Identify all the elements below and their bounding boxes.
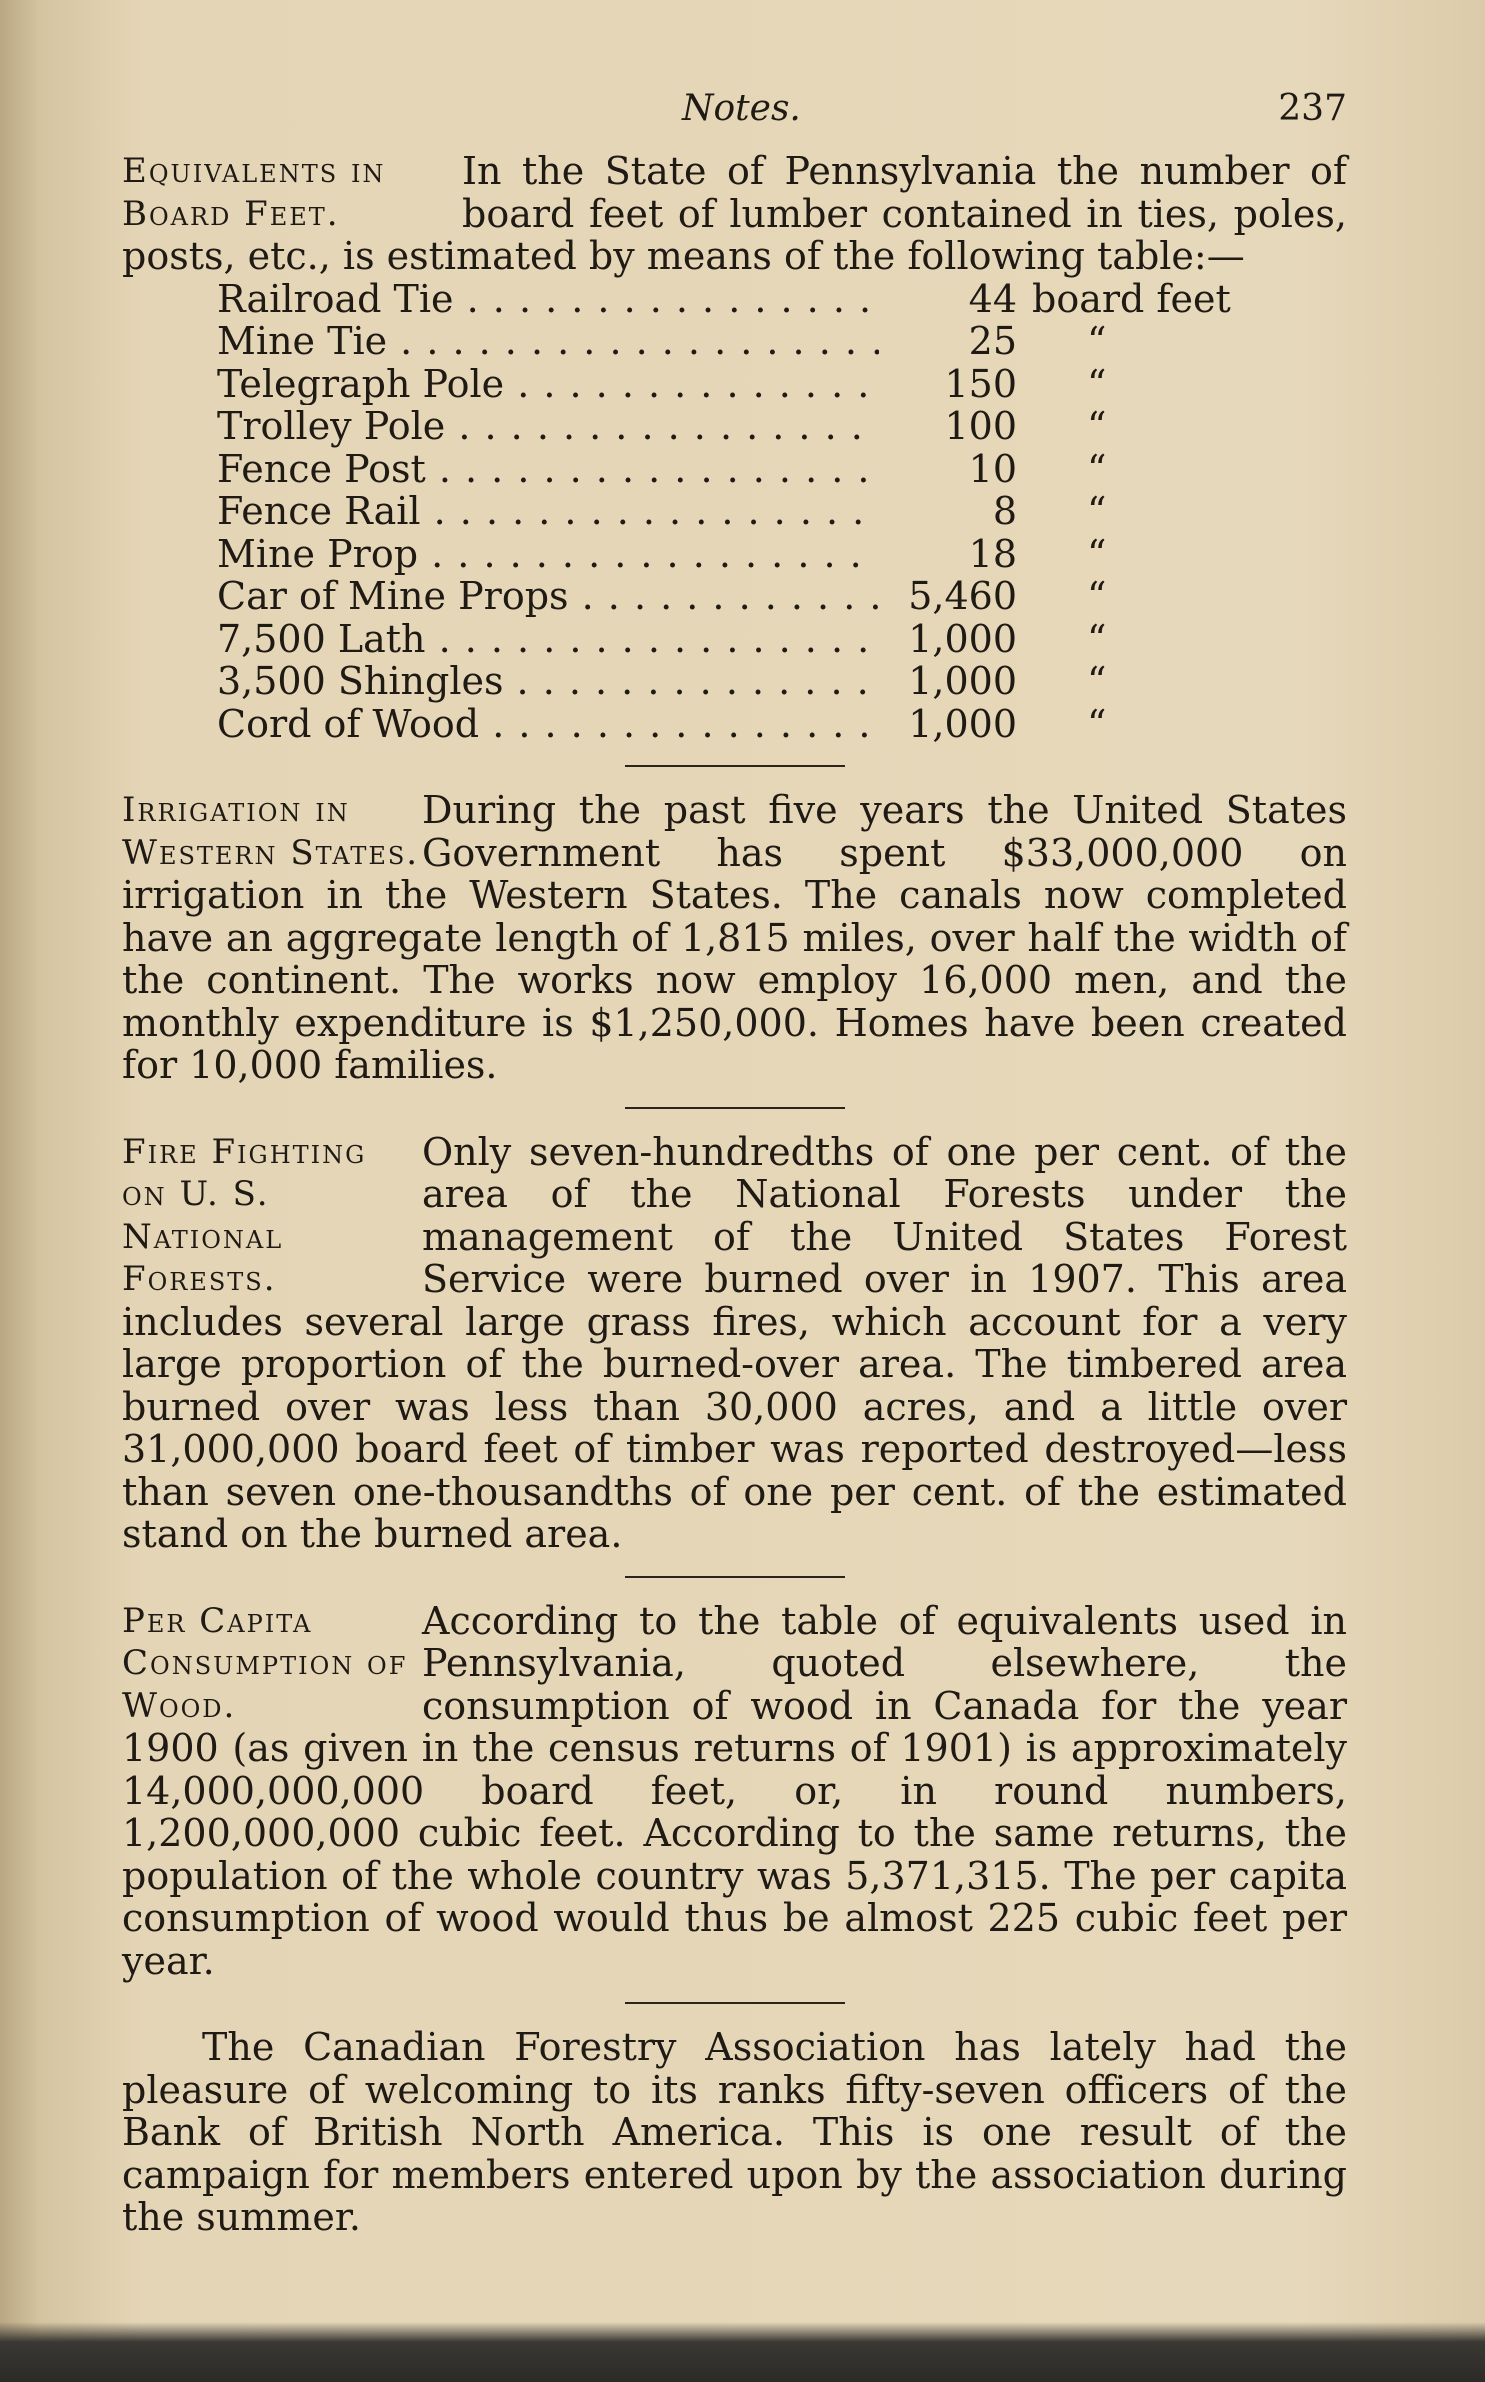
table-unit: board feet — [1032, 276, 1231, 321]
running-head — [122, 80, 1347, 140]
table-value: 8 — [879, 490, 1017, 533]
table-unit: “ — [1087, 446, 1107, 491]
section-divider — [625, 2002, 845, 2004]
table-item: Fence Rail . . . — [217, 490, 1017, 533]
section-equivalents — [122, 150, 1347, 745]
table-item: Trolley Pole . . . — [217, 405, 1017, 448]
table-unit: “ — [1087, 531, 1107, 576]
table-value: 44 — [879, 278, 1017, 321]
table-unit: “ — [1087, 574, 1107, 618]
table-value: 1,000 — [879, 660, 1017, 703]
table-unit: “ — [1087, 361, 1107, 406]
table-value: 1,000 — [879, 618, 1017, 661]
section-text: According to the table of equivalents used in Pennsylvania, quoted elsewhere, the consumption of wood in Canada for the year 1900 (as given in the census returns of 1901) is approximately 14,000,000,000 board feet, or, in round numbers, 1,200,000,000 cubic feet. According to the same returns, the population of the whole country was 5,371,315. The per capita consumption of wood would thus be almost 225 cubic feet per year. — [122, 1598, 1347, 1983]
table-unit: “ — [1087, 404, 1107, 448]
table-value: 100 — [879, 405, 1017, 448]
section-divider — [625, 765, 845, 767]
table-row — [217, 405, 1217, 448]
table-row — [217, 618, 1217, 661]
table-item: 3,500 Shingles . . . — [217, 660, 1017, 703]
side-heading: Irrigation in Western States. — [122, 790, 420, 873]
running-title: Notes. — [682, 88, 801, 129]
section-divider — [625, 1576, 845, 1578]
table-value: 150 — [879, 363, 1017, 406]
table-row — [217, 448, 1217, 491]
side-heading: Per Capita Consumption of Wood. — [122, 1600, 408, 1726]
table-unit: “ — [1087, 616, 1107, 661]
page-bottom-shadow — [0, 2322, 1485, 2382]
section-association-note — [122, 2026, 1347, 2239]
table-unit: “ — [1087, 489, 1107, 533]
table-row — [217, 320, 1217, 363]
section-divider — [625, 1107, 845, 1109]
table-value: 18 — [879, 533, 1017, 576]
section-text: The Canadian Forestry Association has lately had the pleasure of welcoming to its ranks fifty-seven officers of the Bank of British North America. This is one result of the campaign for members entered upon by the association during the summer. — [122, 2025, 1347, 2239]
table-row — [217, 533, 1217, 576]
table-value: 5,460 — [879, 575, 1017, 618]
section-intro: In the State of Pennsylvania the number of board feet of lumber contained in ties, poles, posts, etc., is estimated by means of the following table:— — [122, 149, 1347, 278]
table-value: 10 — [879, 448, 1017, 491]
section-text: During the past five years the United States Government has spent $33,000,000 on irrigation in the Western States. The canals now completed have an aggregate length of 1,815 miles, over half the width of the continent. The works now employ 16,000 men, and the monthly expenditure is $1,250,000. Homes have been created for 10,000 families. — [122, 788, 1347, 1087]
table-value: 1,000 — [879, 703, 1017, 746]
table-item: Fence Post . . . — [217, 448, 1017, 491]
table-item: Cord of Wood . . . — [217, 703, 1017, 746]
section-per-capita — [122, 1600, 1347, 1983]
table-unit: “ — [1087, 701, 1107, 746]
table-row — [217, 490, 1217, 533]
section-irrigation — [122, 789, 1347, 1087]
table-item: Mine Prop . . . — [217, 533, 1017, 576]
table-item: Telegraph Pole . . . — [217, 363, 1017, 406]
table-row — [217, 575, 1217, 618]
table-item: Railroad Tie . . . — [217, 278, 1017, 321]
section-fire-fighting — [122, 1131, 1347, 1556]
table-row — [217, 703, 1217, 746]
table-row — [217, 276, 1231, 321]
side-heading: Equivalents in Board Feet. — [122, 151, 386, 234]
table-unit: “ — [1087, 659, 1107, 703]
table-item: Car of Mine Props . . . — [217, 575, 1017, 618]
table-unit: “ — [1087, 319, 1107, 363]
table-row — [217, 660, 1217, 703]
page-content — [122, 80, 1347, 2239]
table-row — [217, 363, 1217, 406]
section-text: Only seven-hundredths of one per cent. of the area of the National Forests under the management of the United States Forest Service were burned over in 1907. This area includes several large grass fires, which account for a very large proportion of the burned-over area. The timbered area burned over was less than 30,000 acres, and a little over 31,000,000 board feet of timber was reported destroyed—less than seven one-thousandths of one per cent. of the estimated stand on the burned area. — [122, 1129, 1347, 1556]
table-item: 7,500 Lath . . . — [217, 618, 1017, 661]
page-number: 237 — [1278, 88, 1347, 129]
equivalents-table — [217, 276, 1231, 746]
table-item: Mine Tie . . . — [217, 320, 1017, 363]
side-heading: Fire Fighting on U. S. National Forests. — [122, 1131, 367, 1299]
table-value: 25 — [879, 320, 1017, 363]
